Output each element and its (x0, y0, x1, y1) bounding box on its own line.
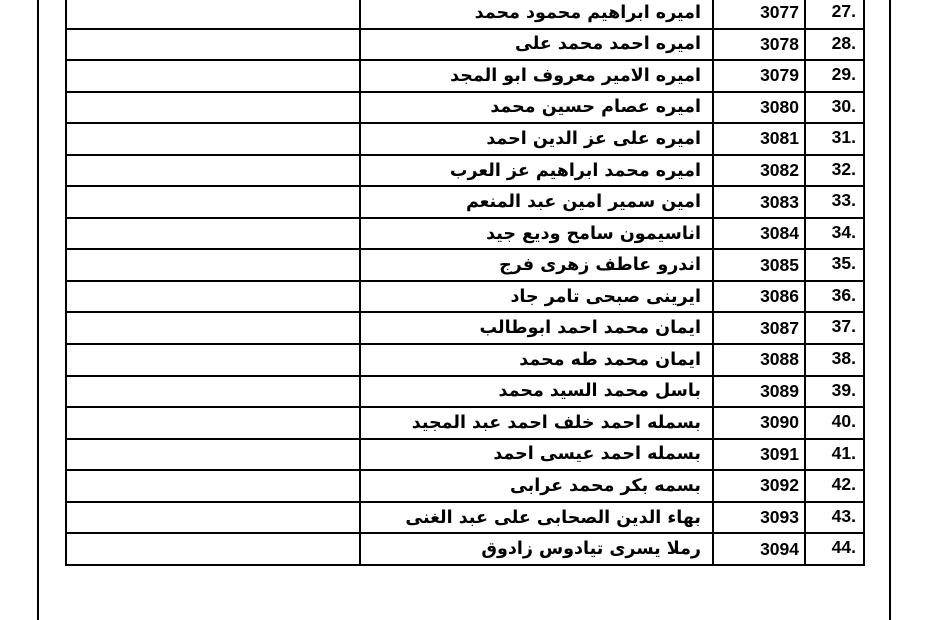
index-cell: 29. (805, 60, 864, 92)
table-row (66, 470, 864, 502)
code-cell: 3081 (713, 123, 805, 155)
index-cell: 35. (805, 249, 864, 281)
table-row (66, 312, 864, 344)
name-cell: ايرينى صبحى تامر جاد (360, 281, 713, 313)
name-cell: بسمله احمد خلف احمد عبد المجيد (360, 407, 713, 439)
index-cell: 43. (805, 502, 864, 534)
index-cell: 37. (805, 312, 864, 344)
table-row (66, 60, 864, 92)
code-cell: 3077 (713, 0, 805, 29)
name-cell: اناسيمون سامح وديع جيد (360, 218, 713, 250)
notes-cell (66, 439, 360, 471)
notes-cell (66, 281, 360, 313)
index-cell: 34. (805, 218, 864, 250)
table-row (66, 281, 864, 313)
name-cell: بسمله احمد عيسى احمد (360, 439, 713, 471)
notes-cell (66, 155, 360, 187)
index-cell: 41. (805, 439, 864, 471)
page-right-border (889, 0, 891, 620)
code-cell: 3080 (713, 92, 805, 124)
student-roster-table (65, 0, 865, 566)
table-row (66, 155, 864, 187)
table-row (66, 407, 864, 439)
code-cell: 3078 (713, 29, 805, 61)
code-cell: 3090 (713, 407, 805, 439)
code-cell: 3084 (713, 218, 805, 250)
notes-cell (66, 218, 360, 250)
name-cell: اميره الامير معروف ابو المجد (360, 60, 713, 92)
table-row (66, 218, 864, 250)
table-row (66, 502, 864, 534)
notes-cell (66, 60, 360, 92)
roster-body (66, 0, 864, 565)
code-cell: 3093 (713, 502, 805, 534)
code-cell: 3091 (713, 439, 805, 471)
index-cell: 31. (805, 123, 864, 155)
notes-cell (66, 92, 360, 124)
index-cell: 42. (805, 470, 864, 502)
name-cell: اندرو عاطف زهرى فرج (360, 249, 713, 281)
page-left-border (37, 0, 39, 620)
code-cell: 3085 (713, 249, 805, 281)
notes-cell (66, 407, 360, 439)
name-cell: امين سمير امين عبد المنعم (360, 186, 713, 218)
table-row (66, 92, 864, 124)
name-cell: اميره عصام حسين محمد (360, 92, 713, 124)
code-cell: 3083 (713, 186, 805, 218)
notes-cell (66, 502, 360, 534)
name-cell: بسمه بكر محمد عرابى (360, 470, 713, 502)
index-cell: 33. (805, 186, 864, 218)
index-cell: 30. (805, 92, 864, 124)
name-cell: اميره محمد ابراهيم عز العرب (360, 155, 713, 187)
code-cell: 3079 (713, 60, 805, 92)
index-cell: 32. (805, 155, 864, 187)
index-cell: 39. (805, 376, 864, 408)
table-row (66, 439, 864, 471)
name-cell: ايمان محمد احمد ابوطالب (360, 312, 713, 344)
table-row (66, 376, 864, 408)
notes-cell (66, 29, 360, 61)
notes-cell (66, 344, 360, 376)
code-cell: 3094 (713, 533, 805, 565)
code-cell: 3088 (713, 344, 805, 376)
index-cell: 38. (805, 344, 864, 376)
table-row (66, 249, 864, 281)
code-cell: 3092 (713, 470, 805, 502)
name-cell: اميره على عز الدين احمد (360, 123, 713, 155)
name-cell: اميره احمد محمد على (360, 29, 713, 61)
table-row (66, 123, 864, 155)
table-row (66, 29, 864, 61)
name-cell: باسل محمد السيد محمد (360, 376, 713, 408)
notes-cell (66, 249, 360, 281)
code-cell: 3089 (713, 376, 805, 408)
code-cell: 3087 (713, 312, 805, 344)
index-cell: 40. (805, 407, 864, 439)
notes-cell (66, 186, 360, 218)
index-cell: 44. (805, 533, 864, 565)
name-cell: اميره ابراهيم محمود محمد (360, 0, 713, 29)
table-row (66, 186, 864, 218)
notes-cell (66, 470, 360, 502)
name-cell: رملا يسرى تيادوس زادوق (360, 533, 713, 565)
name-cell: بهاء الدين الصحابى على عبد الغنى (360, 502, 713, 534)
index-cell: 27. (805, 0, 864, 29)
code-cell: 3082 (713, 155, 805, 187)
notes-cell (66, 312, 360, 344)
table-row (66, 533, 864, 565)
table-row (66, 0, 864, 29)
index-cell: 28. (805, 29, 864, 61)
table-row (66, 344, 864, 376)
index-cell: 36. (805, 281, 864, 313)
notes-cell (66, 0, 360, 29)
code-cell: 3086 (713, 281, 805, 313)
notes-cell (66, 533, 360, 565)
name-cell: ايمان محمد طه محمد (360, 344, 713, 376)
notes-cell (66, 376, 360, 408)
notes-cell (66, 123, 360, 155)
